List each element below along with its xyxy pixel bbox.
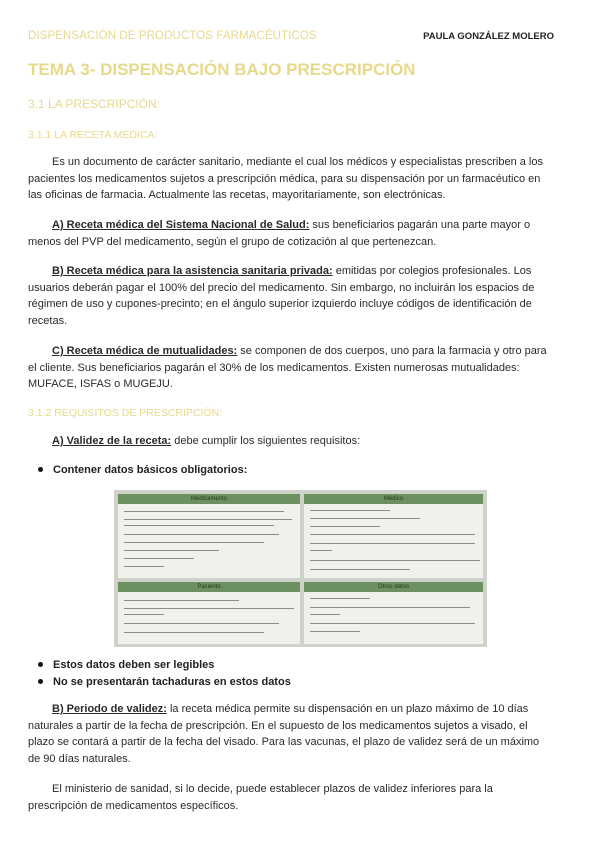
periodo-label: B) Periodo de validez: xyxy=(52,703,167,715)
blurred-text-line xyxy=(124,632,264,633)
section-heading-3-1-1: 3.1.1 LA RECETA MÉDICA: xyxy=(28,129,158,141)
text-line: naturales a partir de la fecha de prescripción. En el supuesto de los medicamentos sujetos a visado, el xyxy=(28,719,528,732)
receta-c-paragraph xyxy=(28,343,572,393)
table-header-cell: Paciente xyxy=(118,582,300,592)
table-header-cell: Medicamento xyxy=(118,494,300,504)
blurred-text-line xyxy=(124,623,279,624)
text-line: El ministerio de sanidad, si lo decide, puede establecer plazos de validez inferiores para la xyxy=(52,783,493,795)
requirements-table-photo xyxy=(114,490,487,647)
validez-label: A) Validez de la receta: xyxy=(52,435,172,447)
text-line: debe cumplir los siguientes requisitos: xyxy=(171,435,361,447)
ministerio-paragraph xyxy=(28,781,572,814)
header-subject: DISPENSACIÓN DE PRODUCTOS FARMACÉUTICOS xyxy=(28,30,317,42)
text-line: las oficinas de farmacia. Actualmente las recetas, mayoritariamente, son electrónicas. xyxy=(28,189,446,201)
blurred-text-line xyxy=(310,550,332,551)
text-line: MUFACE, ISFAS o MUGEJU. xyxy=(28,378,173,390)
receta-c-label: C) Receta médica de mutualidades: xyxy=(52,345,238,357)
text-line: plazo se contará a partir de la fecha del visado. Para las vacunas, el plazo de validez será de un máximo xyxy=(28,736,540,748)
text-line: recetas. xyxy=(28,314,68,327)
text-line: prescripción de medicamentos específicos. xyxy=(28,799,239,812)
blurred-text-line xyxy=(310,560,480,561)
periodo-paragraph xyxy=(28,701,572,767)
blurred-text-line xyxy=(124,608,294,609)
text-line: sus beneficiarios pagarán una parte mayor o xyxy=(309,219,531,231)
receta-a-paragraph xyxy=(28,217,572,250)
text-line: usuarios deberán pagar el 100% del precio del medicamento. Sin embargo, no incluirán los espacios de xyxy=(28,281,535,294)
receta-b-label: B) Receta médica para la asistencia sanitaria privada: xyxy=(52,265,333,277)
receta-b-paragraph xyxy=(28,263,572,329)
blurred-text-line xyxy=(124,525,274,526)
table-header-cell: Otros datos xyxy=(304,582,483,592)
text-line: de 90 días naturales. xyxy=(28,752,131,765)
blurred-text-line xyxy=(124,511,284,512)
text-line: emitidas por colegios profesionales. Los xyxy=(332,265,532,277)
blurred-text-line xyxy=(310,534,475,535)
bullet-icon xyxy=(38,662,43,667)
blurred-text-line xyxy=(124,566,164,567)
blurred-text-line xyxy=(124,534,279,535)
blurred-text-line xyxy=(310,607,470,608)
section-heading-3-1-2: 3.1.2 REQUISITOS DE PRESCRIPCIÓN: xyxy=(28,407,223,419)
blurred-text-line xyxy=(310,623,475,624)
blurred-text-line xyxy=(310,598,370,599)
page-title: TEMA 3- DISPENSACIÓN BAJO PRESCRIPCIÓN xyxy=(28,60,416,79)
blurred-text-line xyxy=(124,550,219,551)
blurred-text-line xyxy=(124,542,264,543)
blurred-text-line xyxy=(310,569,410,570)
bullet-icon xyxy=(38,679,43,684)
text-line: menos del PVP del medicamento, según el grupo de cotización al que pertenezcan. xyxy=(28,235,437,248)
text-line: el cliente. Sus beneficiarios pagarán el 30% de los medicamentos. Existen numerosas mutualidades: xyxy=(28,361,520,374)
blurred-text-line xyxy=(124,519,292,520)
blurred-text-line xyxy=(124,600,239,601)
text-line: la receta médica permite su dispensación en un plazo máximo de 10 días xyxy=(166,703,529,715)
table-header-cell: Médico xyxy=(304,494,483,504)
bullet-icon xyxy=(38,467,43,472)
text-line: se componen de dos cuerpos, uno para la farmacia y otro para xyxy=(237,345,547,357)
text-line: régimen de uso y cupones-precinto; en el ángulo superior izquierdo incluye códigos de identificación de xyxy=(28,298,532,310)
validez-paragraph xyxy=(28,433,572,450)
section-heading-3-1: 3.1 LA PRESCRIPCIÓN: xyxy=(28,97,161,111)
bullet-item: No se presentarán tachaduras en estos datos xyxy=(38,676,291,688)
text-line: pacientes los medicamentos sujetos a prescripción médica, para su dispensación por un farmacéutico en xyxy=(28,172,541,185)
blurred-text-line xyxy=(310,543,475,544)
bullet-item: Estos datos deben ser legibles xyxy=(38,659,214,671)
blurred-text-line xyxy=(310,614,340,615)
header-author: PAULA GONZÁLEZ MOLERO xyxy=(423,31,554,42)
bullet-item: Contener datos básicos obligatorios: xyxy=(38,464,247,476)
text-line: Es un documento de carácter sanitario, mediante el cual los médicos y especialistas prescriben a los xyxy=(52,156,543,168)
blurred-text-line xyxy=(310,510,390,511)
receta-a-label: A) Receta médica del Sistema Nacional de Salud: xyxy=(52,219,310,231)
blurred-text-line xyxy=(310,526,380,527)
table-cell xyxy=(304,494,483,578)
blurred-text-line xyxy=(124,558,194,559)
blurred-text-line xyxy=(310,518,420,519)
blurred-text-line xyxy=(310,631,360,632)
intro-paragraph xyxy=(28,154,572,204)
blurred-text-line xyxy=(124,614,164,615)
